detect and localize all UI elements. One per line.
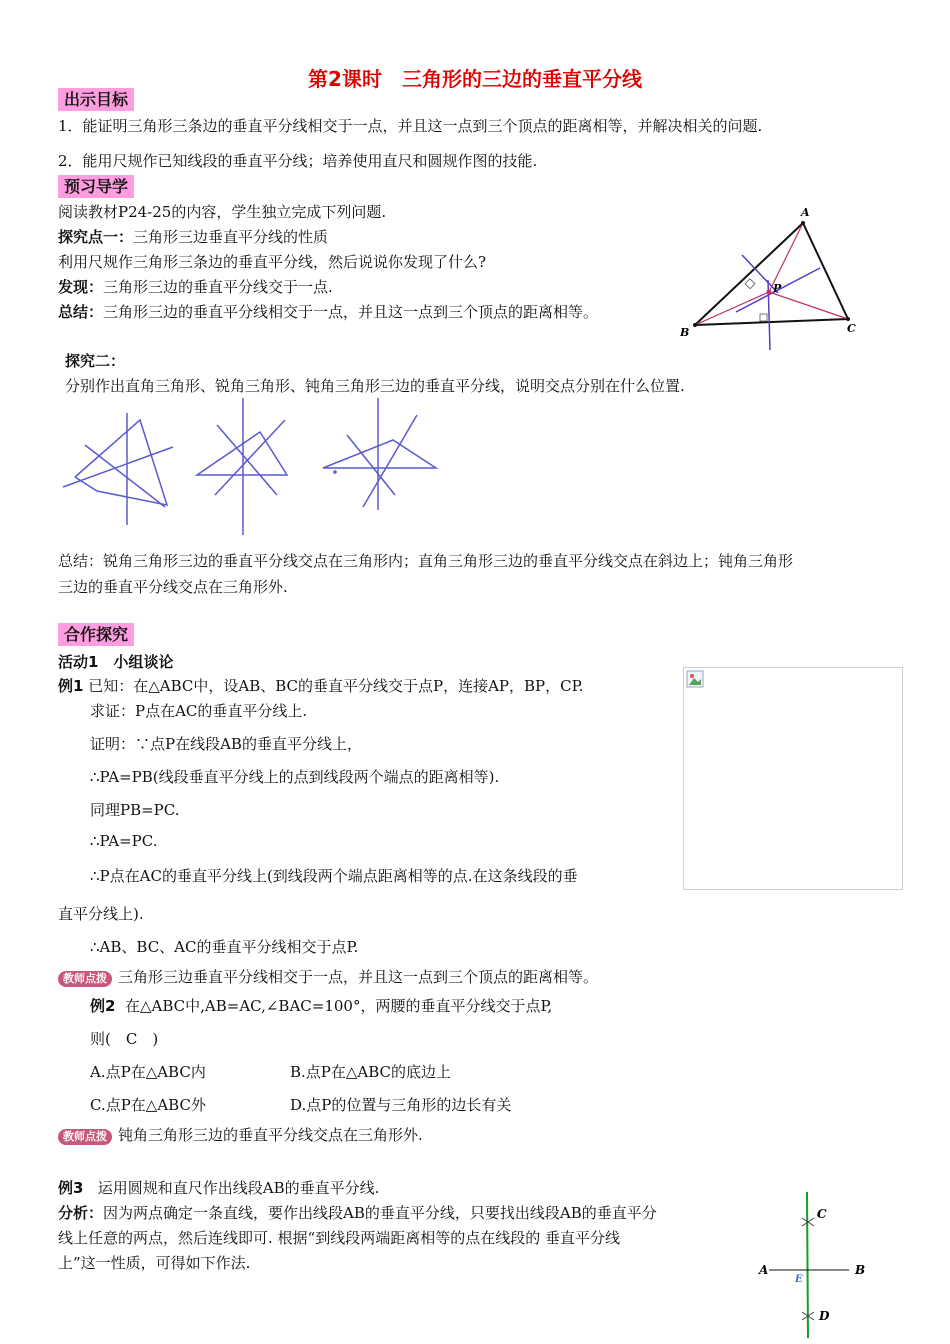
ex1-label: 例1 [58, 677, 84, 695]
proof-line-1: 证明：∵点P在线段AB的垂直平分线上， [90, 735, 362, 753]
label-seg-a: A [759, 1263, 769, 1277]
side-bc [695, 319, 848, 325]
ex1-given: 已知：在△ABC中，设AB、BC的垂直平分线交于点P，连接AP，BP，CP. [88, 677, 584, 695]
label-seg-e: E [795, 1274, 803, 1285]
side-ac [803, 223, 848, 319]
summary-label: 总结： [58, 303, 104, 321]
proof-line-4: ∴PA=PC. [90, 832, 158, 850]
triangle-right-figure [63, 413, 173, 525]
point-c [846, 317, 850, 321]
analysis-line-2: 线上任意的两点，然后连线即可. 根据“到线段两端距离相等的点在线段的 垂直平分线 [58, 1229, 620, 1247]
figure-placeholder-box [683, 667, 903, 890]
ex2-line [90, 995, 552, 1016]
tip-badge-1: 教师点拨 [58, 971, 112, 987]
proof-line-5: ∴P点在AC的垂直平分线上(到线段两个端点距离相等的点.在这条线段的垂 [90, 867, 578, 885]
figure-three-triangles [55, 395, 455, 540]
bisector-o3 [363, 415, 417, 507]
ex1-prove: 求证：P点在AC的垂直平分线上. [90, 702, 308, 720]
label-seg-c: C [817, 1207, 827, 1221]
activity-1: 活动1 小组谈论 [58, 653, 174, 671]
side-ab [695, 223, 803, 325]
ex2-label: 例2 [90, 997, 116, 1015]
summary-text: 三角形三边的垂直平分线相交于一点，并且这一点到三个顶点的距离相等。 [103, 303, 599, 321]
triangle-obtuse-figure [323, 398, 436, 510]
tip2-line [58, 1124, 423, 1145]
figure-triangle-circumcenter [670, 200, 870, 360]
summary-line [58, 301, 598, 322]
objective-1: 1．能证明三角形三条边的垂直平分线相交于一点，并且这一点到三个顶点的距离相等，并解决相关的问题. [58, 117, 763, 135]
point-b [693, 323, 697, 327]
section-preview-label: 预习导学 [58, 175, 134, 198]
ex2-option-b: B.点P在△ABC的底边上 [290, 1063, 452, 1081]
explore1-line [58, 226, 328, 247]
outside-point [333, 470, 337, 474]
label-b: B [680, 326, 690, 339]
ex2-answer: 则( C ) [90, 1030, 159, 1048]
objective-2: 2．能用尺规作已知线段的垂直平分线；培养使用直尺和圆规作图的技能. [58, 152, 538, 170]
bisector-a3 [215, 420, 285, 495]
tip1-text: 三角形三边垂直平分线相交于一点，并且这一点到三个顶点的距离相等。 [118, 968, 599, 986]
section-objectives-label: 出示目标 [58, 88, 134, 111]
find-label: 发现： [58, 278, 104, 296]
label-seg-d: D [819, 1309, 830, 1323]
label-a: A [801, 206, 810, 219]
find-line [58, 276, 333, 297]
triangle-acute-figure [197, 398, 287, 535]
analysis-line-3: 上”这一性质，可得如下作法. [58, 1254, 251, 1272]
summary2-line2: 三边的垂直平分线交点在三角形外. [58, 578, 288, 596]
right-angle-mark-1 [745, 279, 755, 289]
explore2-label: 探究二： [65, 352, 126, 370]
preview-intro: 阅读教材P24-25的内容，学生独立完成下列问题. [58, 203, 387, 221]
tip2-text: 钝角三角形三边的垂直平分线交点在三角形外. [118, 1126, 423, 1144]
ex2-option-a: A.点P在△ABC内 [90, 1063, 206, 1081]
point-p [767, 290, 772, 295]
proof-line-3: 同理PB=PC. [90, 801, 180, 819]
explore1-label: 探究点一： [58, 228, 134, 246]
ex3-label: 例3 [58, 1179, 84, 1197]
analysis-text-1: 因为两点确定一条直线，要作出线段AB的垂直平分线，只要找出线段AB的垂直平分 [103, 1204, 657, 1222]
section-coop-label: 合作探究 [58, 623, 134, 646]
find-text: 三角形三边的垂直平分线交于一点. [103, 278, 333, 296]
page-title: 第2课时 三角形的三边的垂直平分线 [308, 67, 642, 91]
ex3-line [58, 1177, 379, 1198]
broken-image-icon [686, 670, 704, 688]
ex2-text: 在△ABC中,AB=AC,∠BAC=100°，两腰的垂直平分线交于点P, [124, 997, 553, 1015]
segment-pb [695, 292, 769, 325]
bisector-r2 [63, 447, 173, 487]
proof-end: ∴AB、BC、AC的垂直平分线相交于点P. [90, 938, 359, 956]
proof-cont: 直平分线上). [58, 905, 144, 923]
explore1-text: 三角形三边垂直平分线的性质 [133, 228, 329, 246]
explore1-task: 利用尺规作三角形三条边的垂直平分线，然后说说你发现了什么? [58, 253, 487, 271]
tip1-line [58, 966, 598, 987]
ex2-option-d: D.点P的位置与三角形的边长有关 [290, 1096, 512, 1114]
ex3-text: 运用圆规和直尺作出线段AB的垂直平分线. [97, 1179, 380, 1197]
explore2-task: 分别作出直角三角形、锐角三角形、钝角三角形三边的垂直平分线，说明交点分别在什么位置. [65, 377, 685, 395]
ex1-given-line [58, 675, 583, 696]
label-c: C [847, 322, 856, 335]
right-angle-mark-2 [760, 314, 767, 321]
obtuse-triangle [323, 440, 436, 468]
proof-line-2: ∴PA=PB(线段垂直平分线上的点到线段两个端点的距离相等). [90, 768, 500, 786]
analysis-line-1 [58, 1202, 657, 1223]
analysis-label: 分析： [58, 1204, 104, 1222]
point-a [801, 221, 805, 225]
tip-badge-2: 教师点拨 [58, 1129, 112, 1145]
label-p: P [773, 282, 782, 295]
summary2-line1: 总结：锐角三角形三边的垂直平分线交点在三角形内；直角三角形三边的垂直平分线交点在斜边上；钝角三角形 [58, 552, 794, 570]
right-triangle [75, 420, 167, 505]
ex2-option-c: C.点P在△ABC外 [90, 1096, 206, 1114]
label-seg-b: B [855, 1263, 866, 1277]
figure-perpendicular-bisector [755, 1188, 875, 1340]
